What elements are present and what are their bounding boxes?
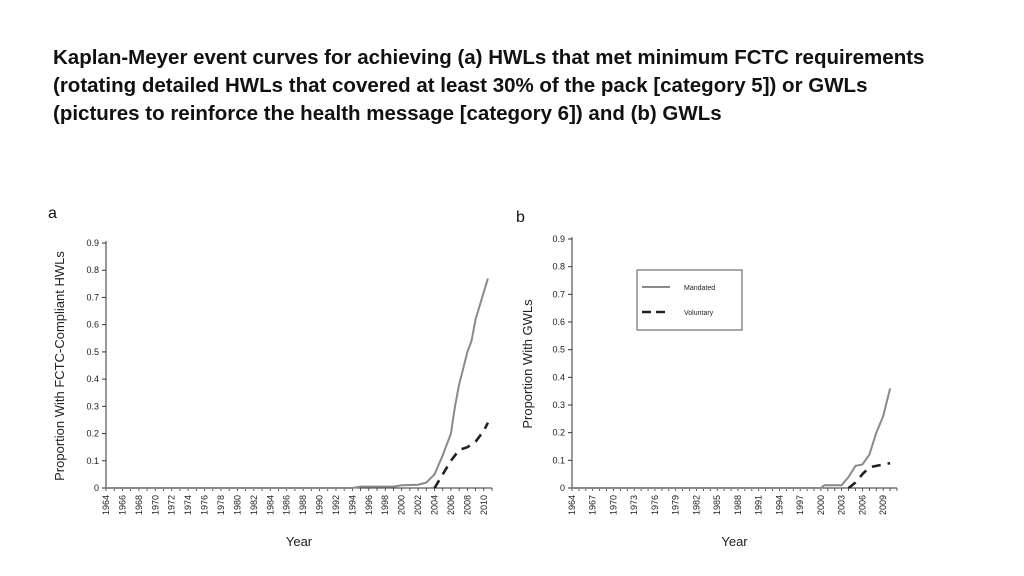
x-tick-label: 1976 — [199, 495, 210, 516]
x-tick-label: 1990 — [314, 495, 325, 516]
x-tick-label: 1978 — [215, 495, 226, 516]
y-tick-label: 0.5 — [552, 344, 565, 355]
x-tick-label: 1988 — [732, 495, 743, 516]
x-tick-label: 2000 — [815, 495, 826, 516]
x-tick-label: 1996 — [363, 495, 374, 516]
y-tick-label: 0.3 — [552, 400, 565, 410]
x-tick-label: 2010 — [478, 495, 489, 516]
x-tick-label: 2009 — [878, 495, 889, 516]
y-tick-label: 0.1 — [552, 455, 565, 466]
y-tick-label: 0.8 — [86, 265, 99, 276]
y-tick-label: 0.7 — [552, 289, 565, 300]
y-tick-label: 0.2 — [86, 428, 99, 439]
x-tick-label: 1964 — [567, 495, 577, 516]
x-tick-label: 2003 — [836, 495, 847, 516]
x-axis-label: Year — [285, 534, 313, 549]
panel-letter: a — [48, 205, 57, 222]
x-tick-label: 2002 — [413, 495, 424, 516]
x-tick-label: 2006 — [445, 495, 456, 516]
chart-panel-a — [48, 205, 492, 549]
y-tick-label: 0 — [559, 483, 565, 493]
chart-panel-b — [516, 209, 897, 549]
x-tick-label: 1970 — [150, 495, 161, 516]
x-tick-label: 1974 — [183, 495, 194, 516]
legend-label: Mandated — [684, 285, 716, 292]
x-tick-label: 1968 — [133, 495, 144, 516]
y-tick-label: 0.1 — [86, 455, 99, 466]
y-tick-label: 0.9 — [552, 234, 565, 244]
x-tick-label: 1966 — [117, 495, 128, 516]
y-axis-label: Proportion With FCTC-Compliant HWLs — [52, 251, 67, 481]
x-tick-label: 1994 — [774, 495, 785, 516]
x-tick-label: 1972 — [166, 495, 177, 516]
x-tick-label: 1997 — [795, 495, 806, 516]
y-tick-label: 0.4 — [86, 374, 99, 385]
y-tick-label: 0.3 — [86, 401, 99, 412]
y-tick-label: 0.8 — [552, 261, 565, 272]
x-axis-label: Year — [721, 534, 748, 549]
x-tick-label: 1982 — [691, 495, 702, 516]
legend-box — [637, 270, 742, 330]
x-tick-label: 1986 — [281, 495, 292, 516]
x-tick-label: 1970 — [608, 495, 619, 516]
legend-label: Voluntary — [684, 310, 714, 317]
x-tick-label: 1976 — [649, 495, 660, 516]
series-line-solid — [572, 388, 890, 488]
y-tick-label: 0.4 — [552, 372, 565, 383]
x-tick-label: 1998 — [380, 495, 391, 516]
y-axis-label: Proportion With GWLs — [520, 299, 535, 429]
y-tick-label: 0.5 — [86, 346, 99, 357]
x-tick-label: 1988 — [298, 495, 309, 516]
x-tick-label: 2004 — [429, 495, 440, 516]
x-tick-label: 1991 — [753, 495, 764, 516]
x-tick-label: 1964 — [101, 495, 111, 516]
y-tick-label: 0.6 — [552, 317, 565, 327]
y-tick-label: 0.6 — [86, 319, 99, 330]
x-tick-label: 1982 — [248, 495, 259, 516]
series-line-solid — [106, 278, 488, 488]
y-tick-label: 0.7 — [86, 292, 99, 303]
x-tick-label: 1985 — [712, 495, 723, 516]
x-tick-label: 1994 — [347, 495, 358, 516]
x-tick-label: 1980 — [232, 495, 243, 516]
y-tick-label: 0 — [93, 483, 99, 493]
panel-letter: b — [516, 209, 525, 226]
x-tick-label: 1992 — [330, 495, 341, 516]
y-tick-label: 0.2 — [552, 427, 565, 438]
x-tick-label: 1979 — [670, 495, 681, 516]
y-tick-label: 0.9 — [86, 238, 99, 248]
x-tick-label: 1967 — [587, 495, 598, 516]
x-tick-label: 1973 — [629, 495, 640, 516]
x-tick-label: 2006 — [857, 495, 868, 516]
slide-title: Kaplan-Meyer event curves for achieving (a) HWLs that met minimum FCTC requirements (rotating detailed HWLs that covered at least 30% of the pack [category 5]) or GWLs (pictures to reinforce the health message [category 6]) and (b) GWLs — [53, 46, 925, 125]
x-tick-label: 2008 — [462, 495, 473, 516]
x-tick-label: 1984 — [265, 495, 276, 516]
x-tick-label: 2000 — [396, 495, 407, 516]
